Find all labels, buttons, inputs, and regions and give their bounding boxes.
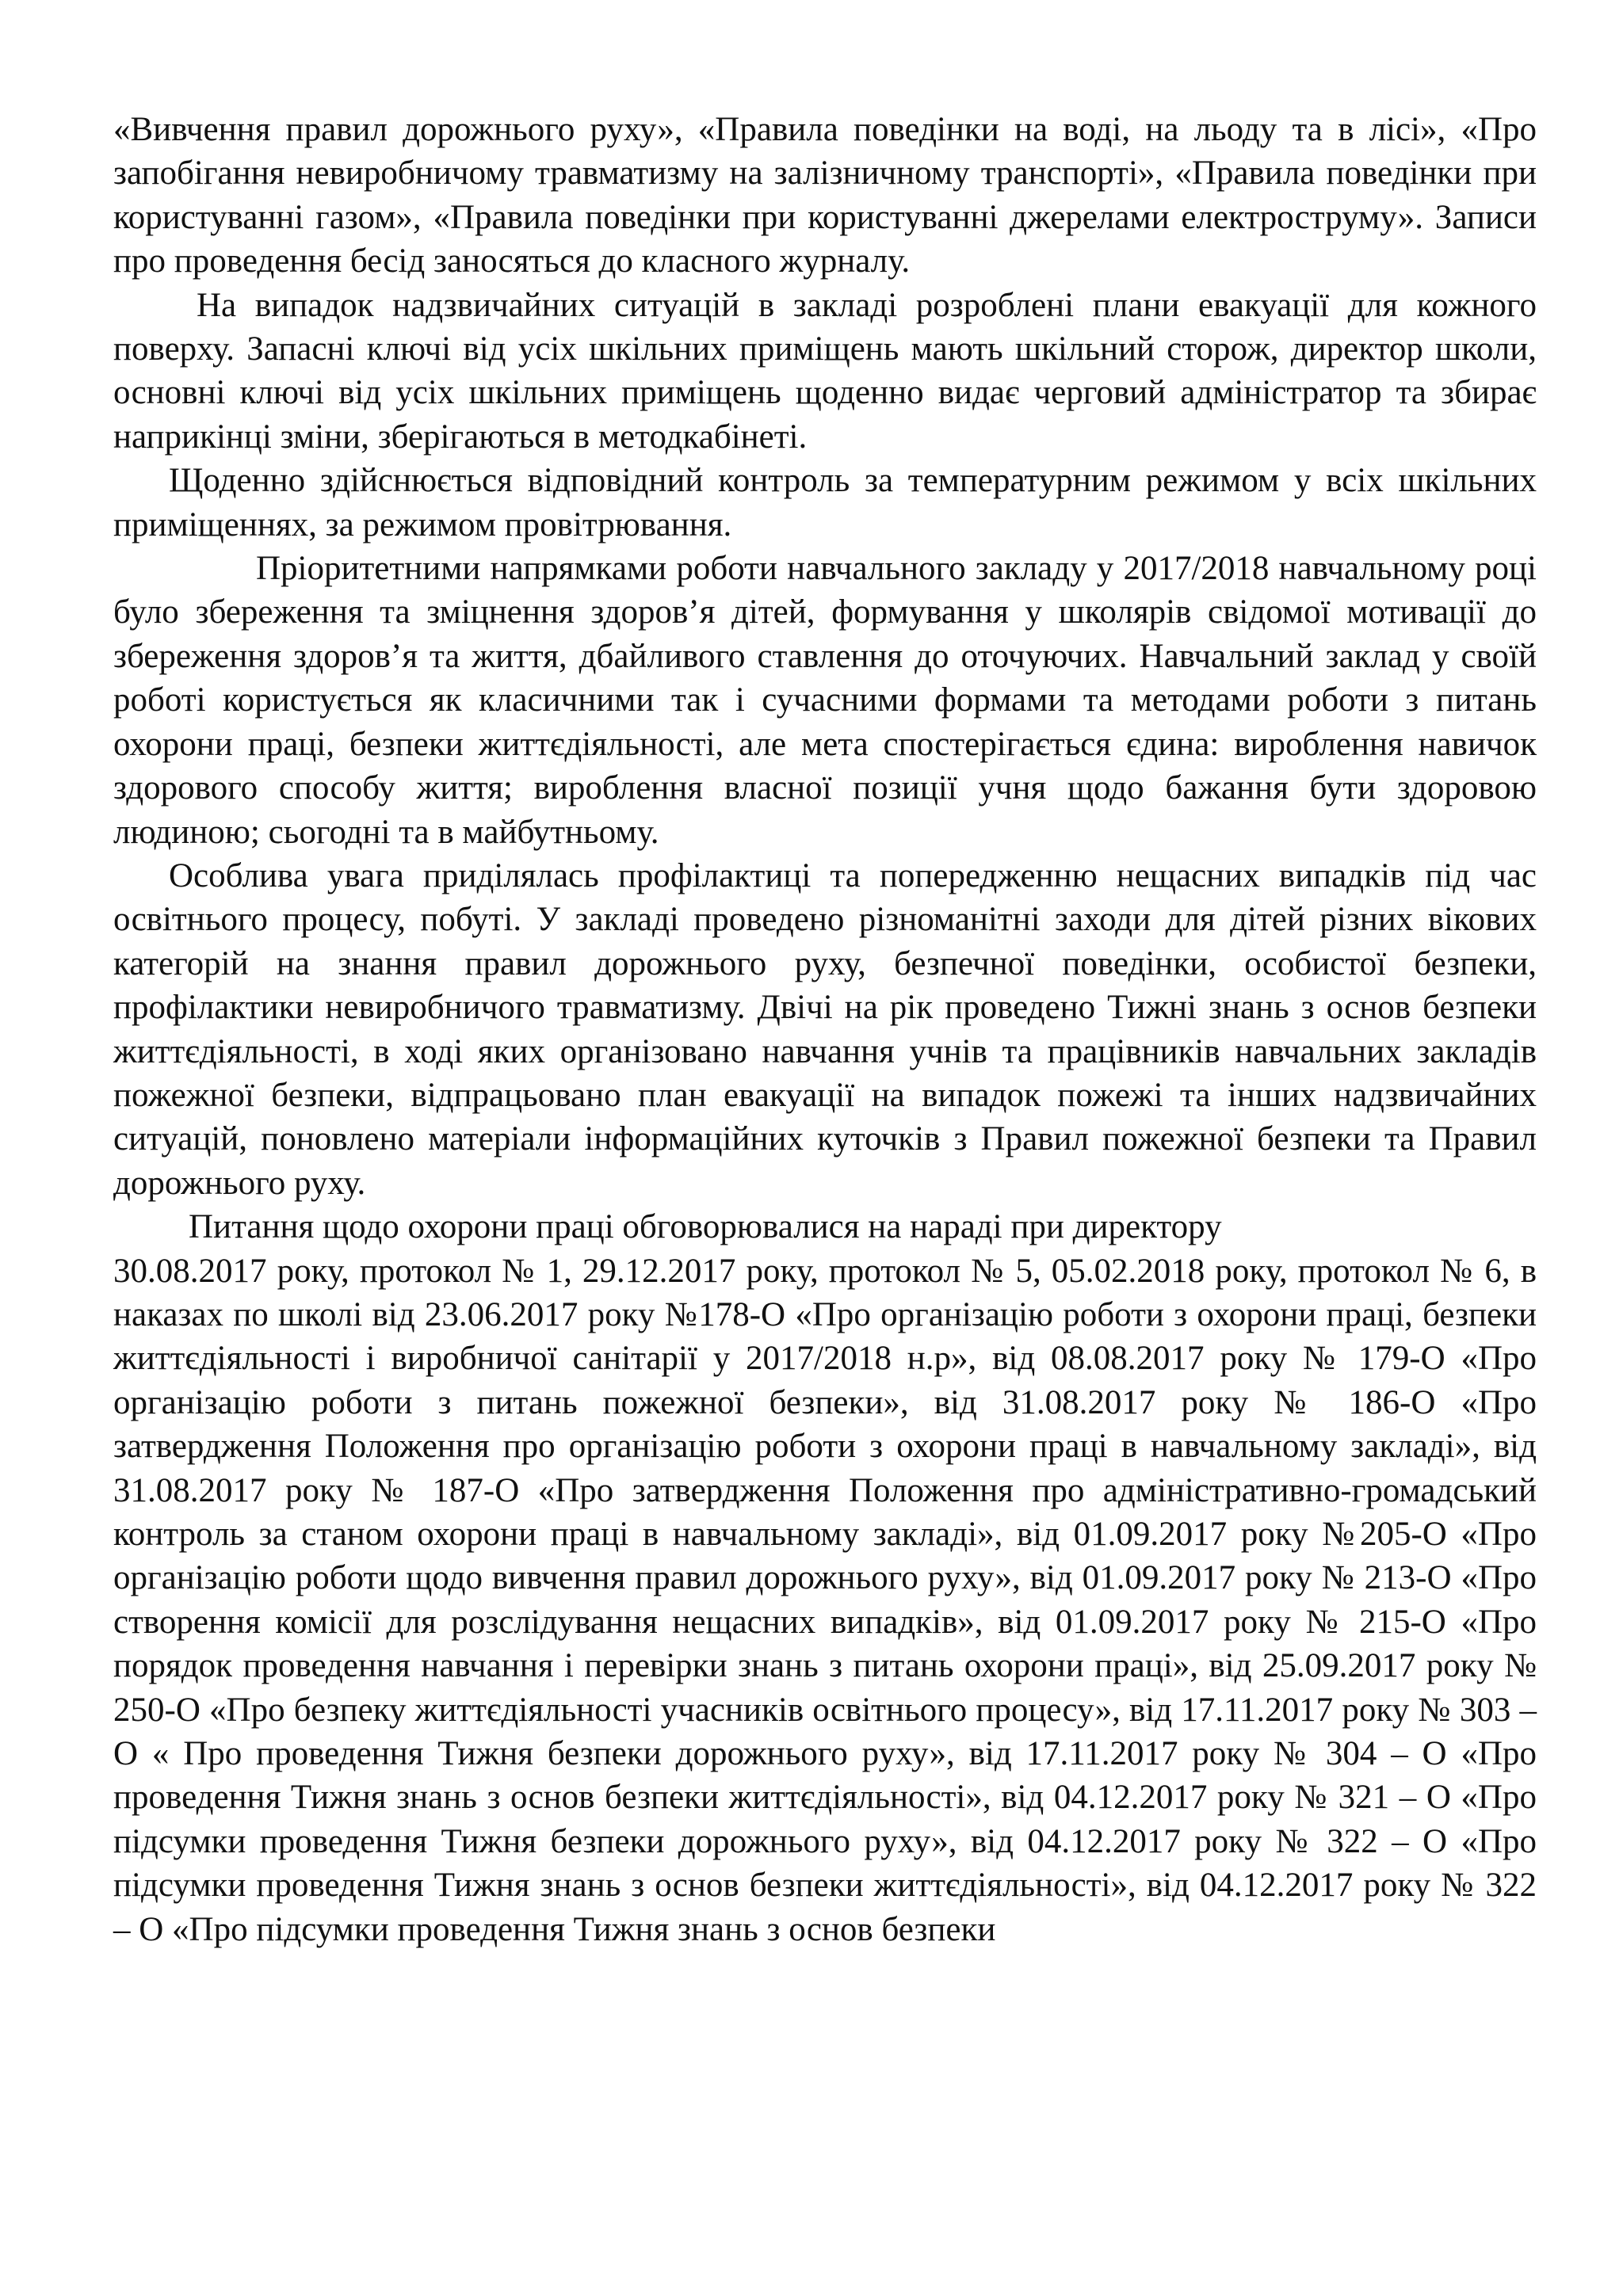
paragraph-conversations: «Вивчення правил дорожнього руху», «Правила поведінки на воді, на льоду та в лісі», «Про запобігання невиробничому травматизму на залізничному транспорті», «Правила поведінки при користуванні газом», «Правила поведінки при користуванні джерелами електроструму». Записи про проведення бесід заносяться до класного журналу. xyxy=(113,111,1537,280)
document-page xyxy=(113,108,1537,1951)
paragraph-prevention: Особлива увага приділялась профілактиці та попередженню нещасних випадків під час освітнього процесу, побуті. У закладі проведено різноманітні заходи для дітей різних вікових категорій на знання правил дорожнього руху, безпечної поведінки, особистої безпеки, профілактики невиробничого травматизму. Двічі на рік проведено Тижні знань з основ безпеки життєдіяльності, в ході яких організовано навчання учнів та працівників навчальних закладів пожежної безпеки, відпрацьовано план евакуації на випадок пожежі та інших надзвичайних ситуацій, поновлено матеріали інформаційних куточків з Правил пожежної безпеки та Правил дорожнього руху. xyxy=(113,856,1537,1202)
paragraph-priorities: Пріоритетними напрямками роботи навчального закладу у 2017/2018 навчальному році було збереження та зміцнення здоров’я дітей, формування у школярів свідомої мотивації до збереження здоров’я та життя, дбайливого ставлення до оточуючих. Навчальний заклад у своїй роботі користується як класичними так і сучасними формами та методами роботи з питань охорони праці, безпеки життєдіяльності, але мета спостерігається єдина: вироблення навичок здорового способу життя; вироблення власної позиції учня щодо бажання бути здоровою людиною; сьогодні та в майбутньому. xyxy=(113,550,1537,851)
paragraph-temperature-control: Щоденно здійснюється відповідний контроль за температурним режимом у всіх шкільних приміщеннях, за режимом провітрювання. xyxy=(113,462,1537,543)
paragraph-meeting-intro: Питання щодо охорони праці обговорювалися на нараді при директору xyxy=(189,1208,1222,1246)
paragraph-orders-list: 30.08.2017 року, протокол № 1, 29.12.2017 року, протокол № 5, 05.02.2018 року, протокол № 6, в наказах по школі від 23.06.2017 року №178-О «Про організацію роботи з охорони праці, безпеки життєдіяльності і виробничої санітарії у 2017/2018 н.р», від 08.08.2017 року № 179-О «Про організацію роботи з питань пожежної безпеки», від 31.08.2017 року № 186-О «Про затвердження Положення про організацію роботи з охорони праці в навчальному закладі», від 31.08.2017 року № 187-О «Про затвердження Положення про адміністративно-громадський контроль за станом охорони праці в навчальному закладі», від 01.09.2017 року №205-О «Про організацію роботи щодо вивчення правил дорожнього руху», від 01.09.2017 року № 213-О «Про створення комісії для розслідування нещасних випадків», від 01.09.2017 року № 215-О «Про порядок проведення навчання і перевірки знань з питань охорони праці», від 25.09.2017 року № 250-О «Про безпеку життєдіяльності учасників освітнього процесу», від 17.11.2017 року № 303 – О « Про проведення Тижня безпеки дорожнього руху», від 17.11.2017 року № 304 – О «Про проведення Тижня знань з основ безпеки життєдіяльності», від 04.12.2017 року № 321 – О «Про підсумки проведення Тижня безпеки дорожнього руху», від 04.12.2017 року № 322 – О «Про підсумки проведення Тижня знань з основ безпеки життєдіяльності», від 04.12.2017 року № 322 – О «Про підсумки проведення Тижня знань з основ безпеки xyxy=(113,1252,1537,1948)
paragraph-evacuation: На випадок надзвичайних ситуацій в закладі розроблені плани евакуації для кожного поверху. Запасні ключі від усіх шкільних приміщень мають шкільний сторож, директор школи, основні ключі від усіх шкільних приміщень щоденно видає черговий адміністратор та збирає наприкінці зміни, зберігаються в методкабінеті. xyxy=(113,286,1537,456)
